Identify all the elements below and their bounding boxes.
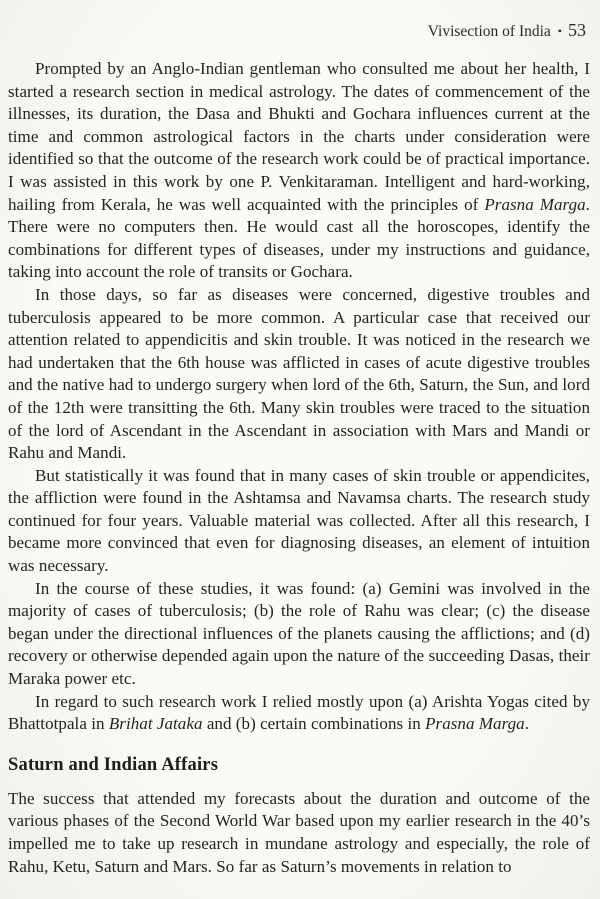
text-run: In regard to such research work I relied mostly upon (a) Arishta Yogas cited by Bhattotpala in <box>8 691 590 734</box>
paragraph <box>8 788 590 878</box>
paragraph <box>8 284 590 465</box>
page-body <box>8 58 590 878</box>
paragraph <box>8 578 590 691</box>
italic-book-title: Brihat Jataka <box>108 714 203 734</box>
text-run: In the course of these studies, it was found: (a) Gemini was involved in the majority of cases of tuberculosis; (b) the role of Rahu was clear; (c) the disease began under the directional influences of the planets causing the afflictions; and (d) recovery or otherwise depended again upon the nature of the succeeding Dasas, their Maraka power etc. <box>8 578 590 689</box>
page-number: 53 <box>568 20 586 40</box>
paragraph <box>8 58 590 284</box>
header-separator-dot: • <box>557 24 562 38</box>
paragraph <box>8 465 590 578</box>
italic-book-title: Prasna Marga <box>484 194 586 214</box>
text-run: In those days, so far as diseases were concerned, digestive troubles and tuberculosis appeared to be more common. A particular case that received our attention related to appendicitis and skin trouble. It was noticed in the research we had undertaken that the 6th house was afflicted in cases of acute digestive troubles and the native had to undergo surgery when lord of the 6th, Saturn, the Sun, and lord of the 12th were transitting the 6th. Many skin troubles were traced to the situation of the lord of Ascendant in the Ascendant in association with Mars and Mandi or Rahu and Mandi. <box>8 284 590 463</box>
text-run: But statistically it was found that in many cases of skin trouble or appendicites, the affliction were found in the Ashtamsa and Navamsa charts. The research study continued for four years. Valuable material was collected. After all this research, I became more convinced that even for diagnosing diseases, an element of intuition was necessary. <box>8 465 590 576</box>
text-run: Prompted by an Anglo-Indian gentleman who consulted me about her health, I started a research section in medical astrology. The dates of commencement of the illnesses, its duration, the Dasa and Bhukti and Gochara influences current at the time and common astrological factors in the charts under consideration were identified so that the outcome of the research work could be of practical importance. I was assisted in this work by one P. Venkitaraman. Intelligent and hard-working, hailing from Kerala, he was well acquainted with the principles of <box>8 59 590 214</box>
text-run: . <box>524 714 530 734</box>
running-title: Vivisection of India <box>427 23 551 40</box>
text-run: The success that attended my forecasts about the duration and outcome of the various phases of the Second World War based upon my earlier research in the 40’s impelled me to take up research in mundane astrology and especially, the role of Rahu, Ketu, Saturn and Mars. So far as Saturn’s movements in relation to <box>8 788 590 876</box>
text-run: and (b) certain combinations in <box>202 714 426 734</box>
page-header <box>8 20 590 42</box>
paragraph <box>8 691 590 736</box>
italic-book-title: Prasna Marga <box>425 714 525 734</box>
text-run: . There were no computers then. He would cast all the horoscopes, identify the combinations for different types of diseases, under my instructions and guidance, taking into account the role of transits or Gochara. <box>8 194 590 282</box>
section-heading: Saturn and Indian Affairs <box>8 754 219 775</box>
